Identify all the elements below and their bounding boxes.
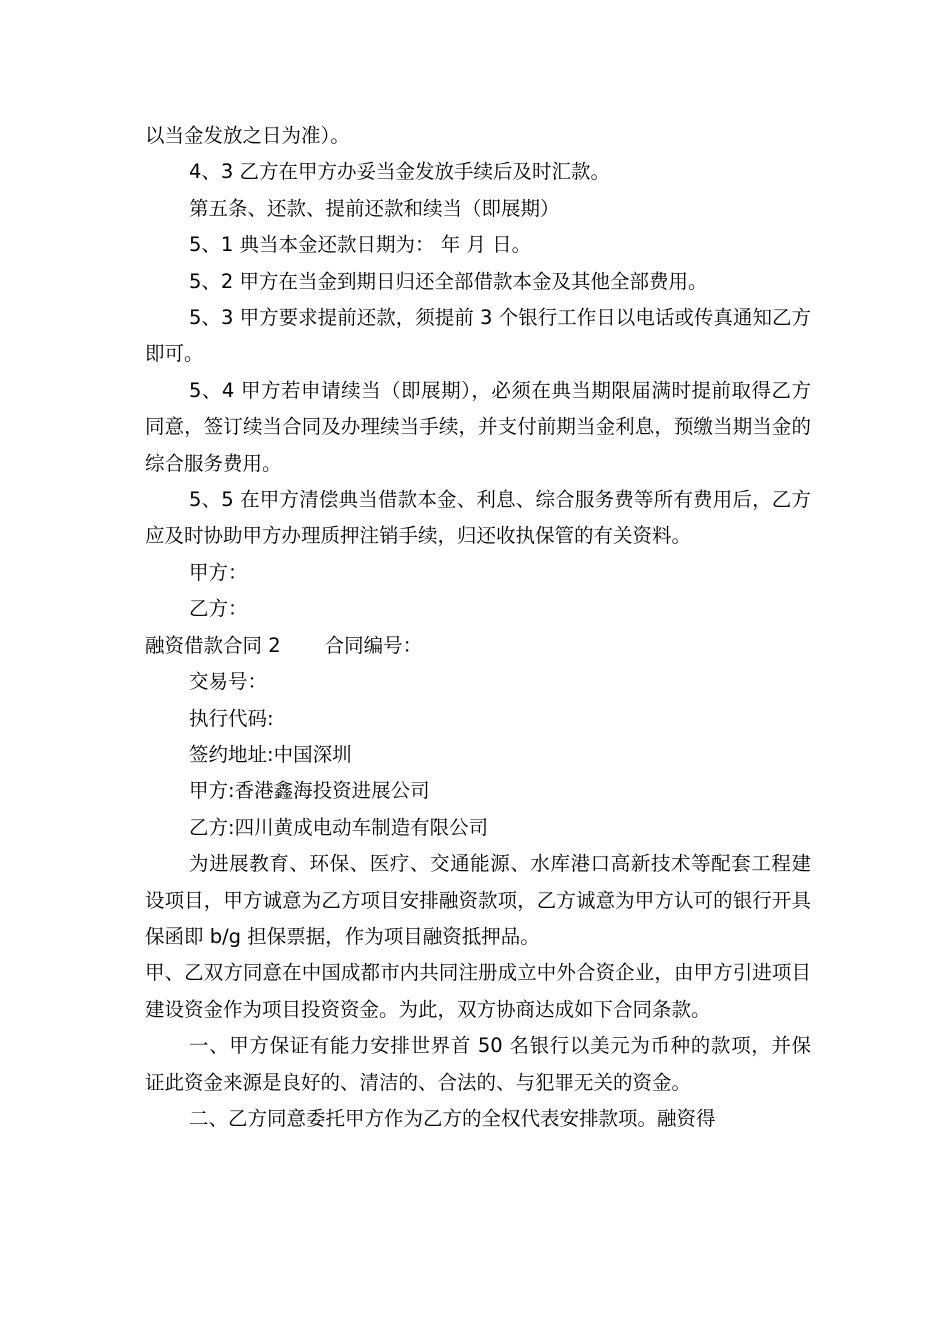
document-body [145,118,811,1137]
contract-title: 融资借款合同 2 [145,633,281,657]
transaction-number-line: 交易号： [189,670,268,694]
article-five-heading: 第五条、还款、提前还款和续当（即展期） [189,196,560,220]
paragraph-clause-4-3: 4、3 乙方在甲方办妥当金发放手续后及时汇款。 [189,160,611,184]
contract-number-label: 合同编号： [324,633,423,657]
party-b-signature-line: 乙方： [189,597,248,621]
paragraph-clause-5-4: 5、4 甲方若申请续当（即展期），必须在典当期限届满时提前取得乙方同意，签订续当合同及办理续当手续，并支付前期当金利息，预缴当期当金的综合服务费用。 [145,378,811,475]
signing-address-line: 签约地址:中国深圳 [189,742,352,766]
contract-title-line [145,628,811,664]
party-b-line: 乙方:四川黄成电动车制造有限公司 [189,815,489,839]
paragraph-clause-5-3: 5、3 甲方要求提前还款，须提前 3 个银行工作日以电话或传真通知乙方即可。 [145,306,811,366]
paragraph-article-two: 二、乙方同意委托甲方作为乙方的全权代表安排款项。融资得 [189,1106,716,1130]
paragraph-purpose: 为进展教育、环保、医疗、交通能源、水库港口高新技术等配套工程建设项目，甲方诚意为乙方项目安排融资款项，乙方诚意为甲方认可的银行开具保函即 b/g 担保票据，作为项目融资抵押品。 [145,852,811,948]
party-a-line: 甲方:香港鑫海投资进展公司 [189,779,430,803]
paragraph-continuation: 以当金发放之日为准）。 [145,124,350,147]
paragraph-clause-5-5: 5、5 在甲方清偿典当借款本金、利息、综合服务费等所有费用后，乙方应及时协助甲方办理质押注销手续，归还收执保管的有关资料。 [145,488,811,548]
paragraph-article-one: 一、甲方保证有能力安排世界首 50 名银行以美元为币种的款项，并保证此资金来源是良好的、清洁的、合法的、与犯罪无关的资金。 [145,1034,811,1094]
paragraph-clause-5-1: 5、1 典当本金还款日期为： 年 月 日。 [189,233,532,257]
paragraph-clause-5-2: 5、2 甲方在当金到期日归还全部借款本金及其他全部费用。 [189,269,708,293]
execution-code-line: 执行代码: [189,706,274,730]
paragraph-joint-venture: 甲、乙双方同意在中国成都市内共同注册成立中外合资企业，由甲方引进项目建设资金作为项目投资资金。为此，双方协商达成如下合同条款。 [145,961,811,1021]
party-a-signature-line: 甲方： [189,560,248,584]
